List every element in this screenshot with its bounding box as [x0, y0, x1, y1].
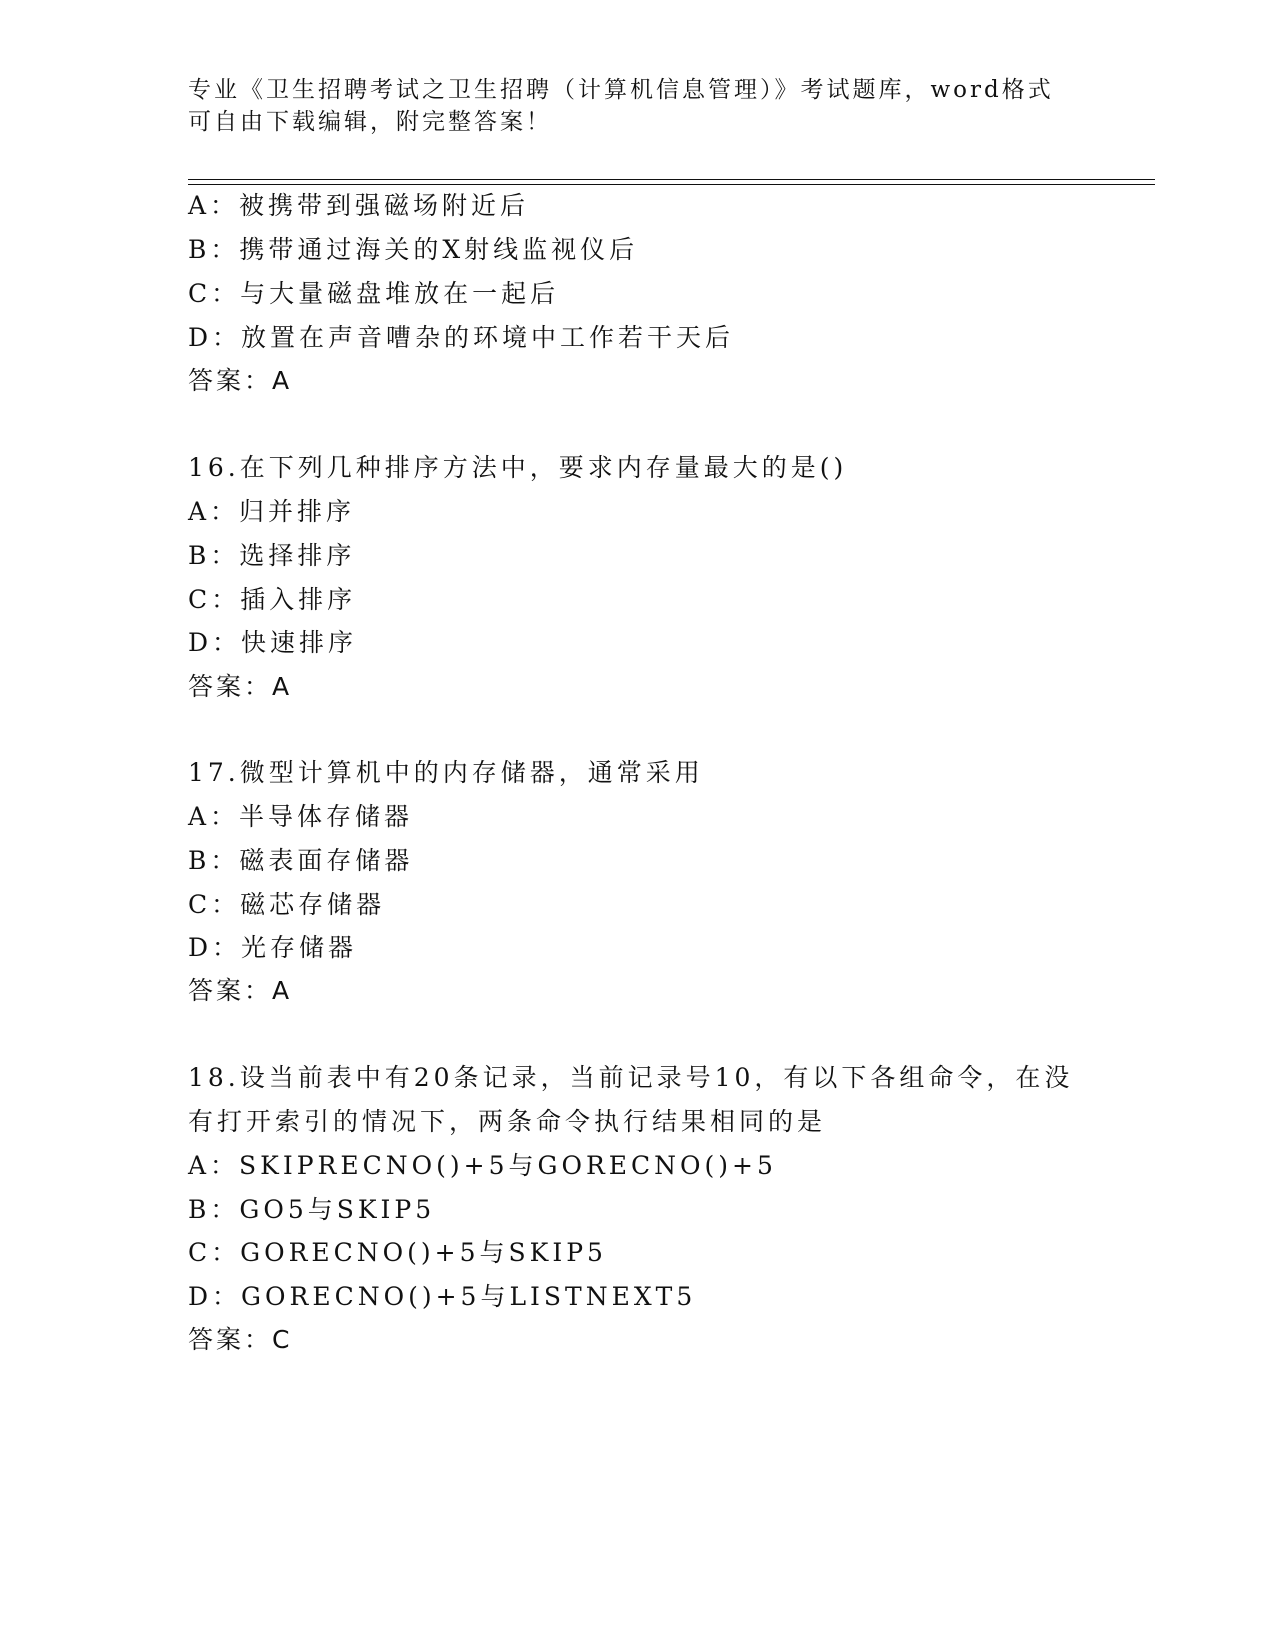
q15-option-c: C：与大量磁盘堆放在一起后 — [188, 279, 560, 308]
header-divider-top — [188, 179, 1155, 180]
q17-answer: 答案：A — [188, 976, 293, 1005]
q18-option-b: B：GO5与SKIP5 — [188, 1195, 436, 1224]
q16-answer: 答案：A — [188, 672, 293, 701]
q18-answer: 答案：C — [188, 1325, 293, 1354]
q15-option-b: B：携带通过海关的X射线监视仪后 — [188, 235, 639, 264]
q18-option-a: A：SKIPRECNO()+5与GORECNO()+5 — [188, 1151, 777, 1180]
q16-option-b: B：选择排序 — [188, 541, 356, 570]
q15-answer: 答案：A — [188, 366, 293, 395]
q16-option-c: C：插入排序 — [188, 585, 357, 614]
header-divider-bottom — [188, 184, 1155, 185]
q17-option-a: A：半导体存储器 — [188, 802, 414, 831]
q15-option-d: D：放置在声音嘈杂的环境中工作若干天后 — [188, 323, 735, 352]
q16-stem: 16.在下列几种排序方法中，要求内存量最大的是() — [188, 453, 848, 482]
q17-option-c: C：磁芯存储器 — [188, 890, 386, 919]
q18-stem-line-2: 有打开索引的情况下，两条命令执行结果相同的是 — [188, 1107, 827, 1136]
q17-option-b: B：磁表面存储器 — [188, 846, 414, 875]
q18-option-d: D：GORECNO()+5与LISTNEXT5 — [188, 1282, 697, 1311]
q18-stem-line-1: 18.设当前表中有20条记录，当前记录号10，有以下各组命令，在没 — [188, 1063, 1074, 1092]
q16-option-d: D：快速排序 — [188, 628, 358, 657]
q18-option-c: C：GORECNO()+5与SKIP5 — [188, 1238, 607, 1267]
q15-option-a: A：被携带到强磁场附近后 — [188, 191, 530, 220]
q17-option-d: D：光存储器 — [188, 933, 358, 962]
document-intro: 专业《卫生招聘考试之卫生招聘（计算机信息管理）》考试题库，word格式可自由下载编辑，附完整答案！ — [188, 77, 1054, 135]
q17-stem: 17.微型计算机中的内存储器，通常采用 — [188, 758, 704, 787]
q16-option-a: A：归并排序 — [188, 497, 356, 526]
